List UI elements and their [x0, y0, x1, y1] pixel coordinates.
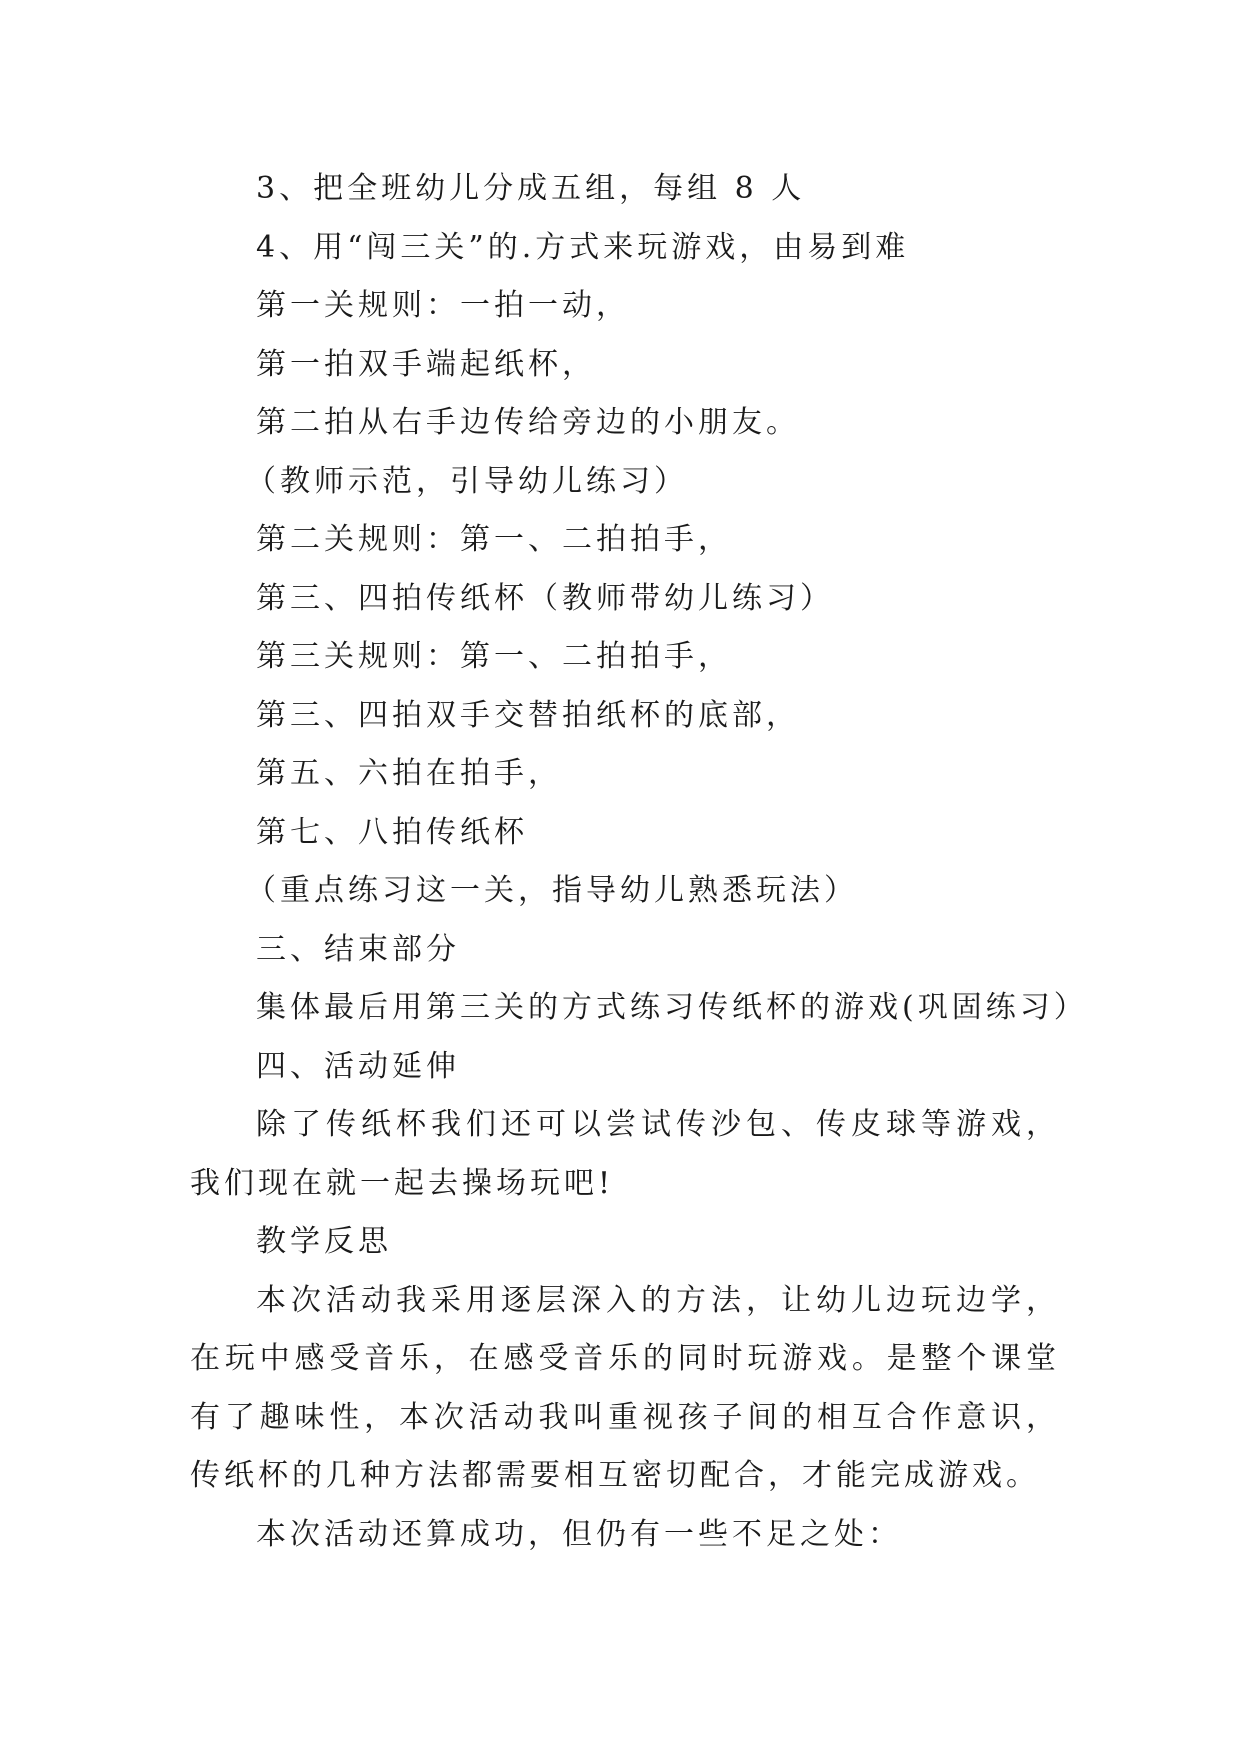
text-line-level-1-beat-2: 第二拍从右手边传给旁边的小朋友。 [256, 405, 800, 440]
text-line-key-practice: （重点练习这一关，指导幼儿熟悉玩法） [246, 873, 858, 908]
text-line-level-3-beats-7-8: 第七、八拍传纸杯 [256, 814, 528, 850]
text-line-teacher-demo: （教师示范，引导幼儿练习） [246, 463, 688, 499]
section-heading-reflection: 教学反思 [256, 1224, 392, 1259]
reflection-paragraph: 本次活动我采用逐层深入的方法，让幼儿边玩边学，在玩中感受音乐，在感受音乐的同时玩游戏。是整个课堂有了趣味性，本次活动我叫重视孩子间的相互合作意识，传纸杯的几种方法都需要相互密切配合，才能完成游戏。 [190, 1282, 1060, 1493]
text-line-level-3-beats-3-4: 第三、四拍双手交替拍纸杯的底部， [256, 697, 800, 733]
text-line-level-1-rule: 第一关规则：一拍一动， [256, 288, 630, 323]
text-line-level-1-beat-1: 第一拍双手端起纸杯， [256, 346, 596, 382]
text-line-level-2-beats: 第三、四拍传纸杯（教师带幼儿练习） [256, 580, 834, 616]
section-heading-ending: 三、结束部分 [256, 931, 460, 967]
closing-line: 本次活动还算成功，但仍有一些不足之处： [256, 1516, 902, 1552]
text-line-level-3-beats-5-6: 第五、六拍在拍手， [256, 756, 562, 791]
text-line-step-3: 3、把全班幼儿分成五组，每组 8 人 [256, 171, 806, 206]
document-body [190, 160, 1088, 1564]
section-heading-extension: 四、活动延伸 [256, 1048, 460, 1084]
text-line-step-4: 4、用“闯三关”的.方式来玩游戏，由易到难 [256, 229, 910, 265]
text-line-group-practice: 集体最后用第三关的方式练习传纸杯的游戏(巩固练习） [256, 990, 1088, 1025]
text-line-level-2-rule: 第二关规则：第一、二拍拍手， [256, 522, 732, 557]
text-line-level-3-rule: 第三关规则：第一、二拍拍手， [256, 639, 732, 674]
extension-paragraph: 除了传纸杯我们还可以尝试传沙包、传皮球等游戏，我们现在就一起去操场玩吧! [190, 1107, 1060, 1201]
